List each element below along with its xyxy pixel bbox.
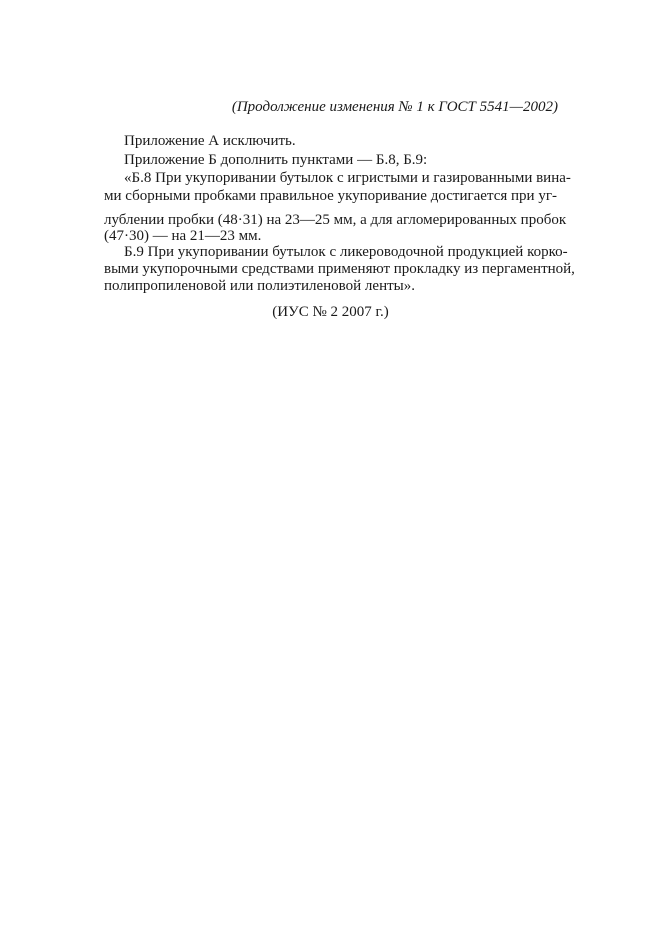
text-line-annex-a: Приложение А исключить. [124, 133, 296, 149]
amendment-header: (Продолжение изменения № 1 к ГОСТ 5541—2002) [231, 99, 558, 115]
text-line-b9-cont: выми укупорочными средствами применяют прокладку из пергаментной, [104, 261, 575, 277]
text-line-b8-start: «Б.8 При укупоривании бутылок с игристыми и газированными вина- [124, 170, 571, 186]
text-line-b8-depth: лублении пробки (48·31) на 23—25 мм, а для агломерированных пробок [104, 212, 567, 228]
source-citation: (ИУС № 2 2007 г.) [272, 304, 389, 320]
text-line-b8-cont: ми сборными пробками правильное укупоривание достигается при уг- [104, 188, 557, 204]
text-line-b9-start: Б.9 При укупоривании бутылок с ликероводочной продукцией корко- [124, 244, 568, 260]
text-line-b8-end: (47·30) — на 21—23 мм. [104, 228, 262, 244]
text-line-annex-b: Приложение Б дополнить пунктами — Б.8, Б.9: [124, 152, 428, 168]
text-line-b9-end: полипропиленовой или полиэтиленовой ленты». [104, 278, 415, 294]
